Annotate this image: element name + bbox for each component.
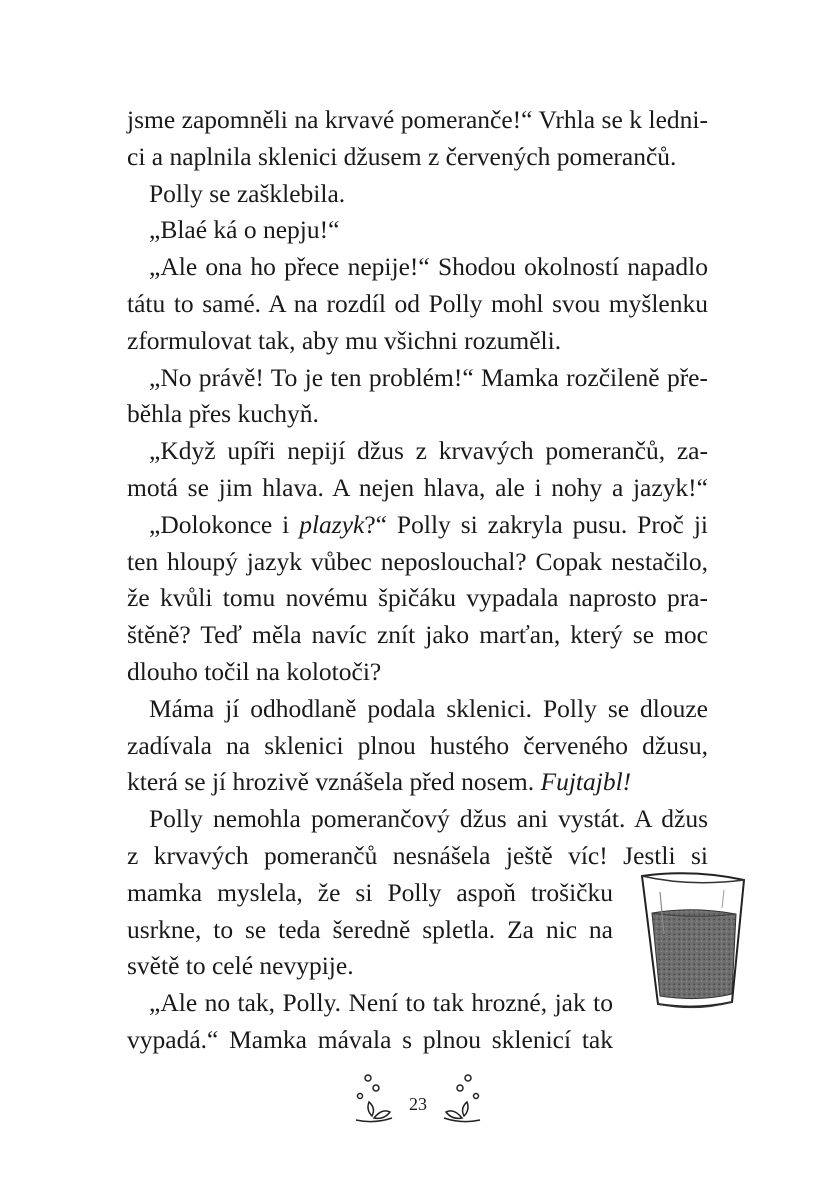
text-line: štěně? Teď měla navíc znít jako marťan, který se moc: [127, 620, 708, 650]
text-line: ten hloupý jazyk vůbec neposlouchal? Copak nestačilo,: [127, 546, 708, 576]
text-line: zformulovat tak, aby mu všichni rozuměli.: [127, 325, 562, 355]
juice-glass-icon: [638, 868, 748, 1013]
text-line: dlouho točil na kolotoči?: [127, 656, 382, 686]
text-segment: ?“ Polly si zakryla pusu. Proč ji: [364, 509, 708, 539]
text-line: světě to celé nevypije.: [127, 951, 354, 981]
text-line: „No právě! To je ten problém!“ Mamka rozčileně pře-: [149, 362, 708, 392]
text-line: Máma jí odhodlaně podala sklenici. Polly se dlouze: [149, 693, 708, 723]
text-line: vypadá.“ Mamka mávala s plnou sklenicí tak: [127, 1024, 613, 1054]
text-line: běhla přes kuchyň.: [127, 399, 319, 429]
text-line: že kvůli tomu novému špičáku vypadala naprosto pra-: [127, 583, 708, 613]
text-line: [127, 507, 708, 544]
page-number: 23: [409, 1094, 427, 1114]
text-line: Polly nemohla pomerančový džus ani vystát. A džus: [149, 804, 708, 834]
text-line: „Když upíři nepijí džus z krvavých pomerančů, za-: [149, 436, 708, 466]
text-line: [127, 764, 708, 801]
text-line: „Blaé ká o nepju!“: [149, 215, 340, 245]
emphasis: Fujtajbl!: [540, 767, 632, 797]
text-line: „Ale no tak, Polly. Není to tak hrozné, jak to: [149, 988, 613, 1018]
page-body: [127, 102, 708, 1059]
text-line: Polly se zašklebila.: [149, 178, 346, 208]
text-line: usrkne, to se teda šeredně spletla. Za nic na: [127, 914, 613, 944]
text-line: jsme zapomněli na krvavé pomeranče!“ Vrhla se k ledni-: [127, 105, 708, 134]
text-line: mamka myslela, že si Polly aspoň trošičku: [127, 877, 613, 907]
text-line: zadívala na sklenici plnou hustého červeného džusu,: [127, 730, 708, 760]
text-segment: „Dolokonce i: [149, 509, 300, 539]
text-segment: která se jí hrozivě vznášela před nosem.: [127, 767, 541, 797]
text-line: z krvavých pomerančů nesnášela ještě víc! Jestli si: [127, 840, 708, 870]
sprout-icon: [352, 1072, 396, 1126]
emphasis: plazyk: [299, 509, 365, 539]
text-line: motá se jim hlava. A nejen hlava, ale i nohy a jazyk!“: [127, 472, 708, 502]
sprout-icon: [440, 1072, 484, 1126]
text-line: tátu to samé. A na rozdíl od Polly mohl svou myšlenku: [127, 288, 708, 318]
text-line: ci a naplnila sklenici džusem z červených pomerančů.: [127, 141, 677, 171]
text-line: „Ale ona ho přece nepije!“ Shodou okolností napadlo: [149, 252, 708, 282]
